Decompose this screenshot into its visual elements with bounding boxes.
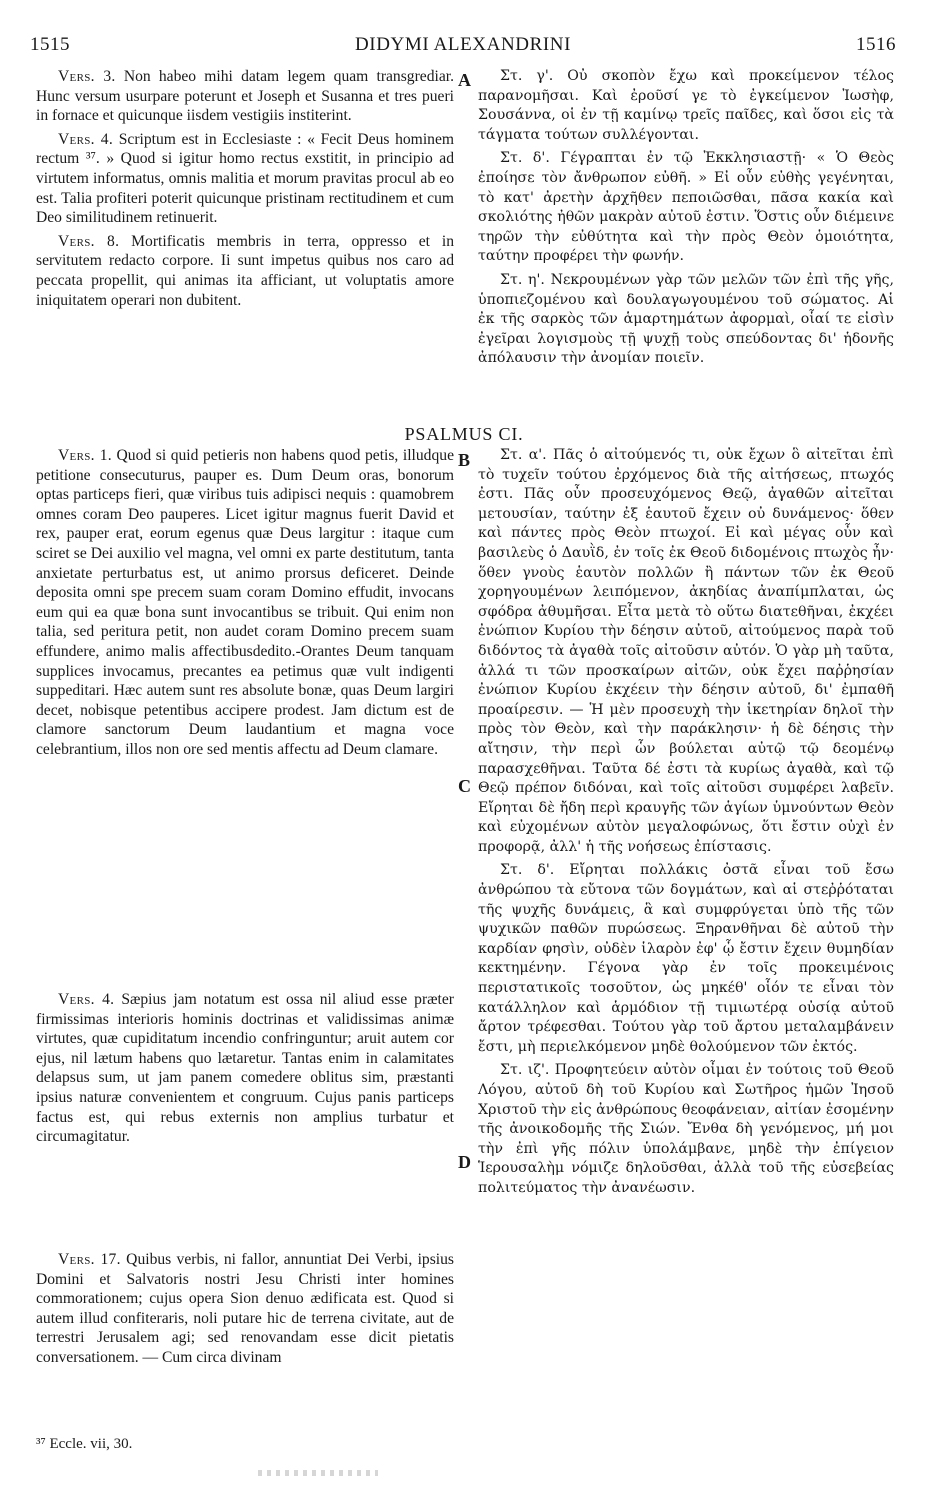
greek-paragraph bbox=[478, 271, 894, 369]
greek-text: Νεκρουμένων γὰρ τῶν μελῶν τῶν ἐπὶ τῆς γῆς, ὑποπιεζομένου καὶ δουλαγωγουμένου τοῦ σώματος. Αἱ ἐκ τῆς σαρκὸς τῶν ἁμαρτημάτων ἀφορμαὶ, οἷαί τε εἰσὶν ἐγεῖραι λογισμοὺς τῇ ψυχῇ τοὺς σπεύδοντας δι' ἡδονῆς ἀπόλαυσιν τὴν ἀνομίαν ποιεῖν. bbox=[478, 271, 895, 367]
latin-column-psalm-v4 bbox=[36, 990, 454, 1151]
latin-text: Mortificatis membris in terra, oppresso et in servitutem redacto corpore. Ii sunt impetus quibus nos caro ad peccata propellit, qui animas ita afficiant, ut voluptatis amore iniquitatem operari non dubitent. bbox=[36, 232, 455, 309]
greek-paragraph bbox=[478, 1061, 894, 1198]
latin-column-psalm-v1 bbox=[36, 446, 454, 764]
verse-label: Στ. δ'. bbox=[500, 862, 555, 879]
greek-text: Γέγραπται ἐν τῷ Ἐκκλησιαστῇ· « Ὁ Θεὸς ἐποίησε τὸν ἄνθρωπον εὐθῆ. » Εἰ οὖν εὐθὴς γεγένηται, τὸ κατ' ἀρετὴν ἀρχῆθεν πεποιῶσθαι, πᾶσα κακία καὶ σκολιότης ἠθῶν μακρὰν αὐτοῦ ἐστιν. Ὅστις οὖν διέμεινε τηρῶν τὴν εὐθύτητα καὶ τὴν πρὸς Θεὸν ὁμοιότητα, ταύτην προφέρει τὴν φωνήν. bbox=[478, 150, 894, 265]
page-header bbox=[30, 34, 896, 60]
verse-label: Vers. 17. bbox=[58, 1251, 121, 1268]
latin-text: Sæpius jam notatum est ossa nil aliud esse præter firmissimas interioris hominis doctrinas et validissimas animæ virtutes, quæ cupiditatum incendio confringuntur; aruit autem cor ejus, nil lætum habens quo lætaretur. Tantas enim in calamitates delapsus sum, ut jam panem comedere oblitus sim, præstanti ipsius naturæ convenientem et congruum. Cujus panis particeps factus est, qui rebus externis non amplius turbatur et circumagitatur. bbox=[36, 991, 455, 1146]
latin-paragraph bbox=[36, 130, 454, 228]
page-number-left: 1515 bbox=[30, 34, 70, 55]
running-title: DIDYMI ALEXANDRINI bbox=[354, 34, 572, 55]
print-smudge bbox=[258, 1470, 378, 1476]
verse-label: Vers. 4. bbox=[58, 130, 114, 148]
greek-paragraph bbox=[478, 149, 894, 267]
verse-label: Vers. 3. bbox=[58, 68, 116, 85]
footnote: ³⁷ Eccle. vii, 30. bbox=[36, 1436, 133, 1452]
latin-paragraph bbox=[36, 232, 454, 310]
greek-paragraph bbox=[478, 67, 894, 145]
verse-label: Vers. 8. bbox=[58, 232, 120, 250]
greek-text: Οὐ σκοπὸν ἔχω καὶ προκείμενον τέλος παρανομῆσαι. Καὶ ἐροῦσί γε τὸ ἐγκείμενον Ἰωσὴφ, Σουσάννα, οἱ ἐν τῇ καμίνῳ τρεῖς παῖδες, καὶ ὅσοι εἰς τὰ τάγματα τούτων συλλέγονται. bbox=[478, 68, 894, 143]
latin-text: Scriptum est in Ecclesiaste : « Fecit Deus hominem rectum ³⁷. » Quod si igitur homo rectus exstitit, in principio ad virtutem informatus, omnis malitia et morum pravitas procul ab eo est. Talia profiteri poterit quicunque pristinam rectitudinem et cum Deo similitudinem retinuerit. bbox=[36, 130, 454, 227]
section-title: PSALMUS CI. bbox=[404, 424, 524, 444]
greek-text: Εἴρηται πολλάκις ὀστᾶ εἶναι τοῦ ἔσω ἀνθρώπου τὰ εὔτονα τῶν δογμάτων, καὶ αἱ στεῤῥόταται τῆς ψυχῆς δυνάμεις, ἃ καὶ συμφρύγεται ὑπὸ τῆς τῶν ψυχικῶν παθῶν πυρώσεως. Ξηρανθῆναι δὲ αὐτοῦ τὴν καρδίαν φησὶν, οὐδὲν ἱλαρὸν ἐφ' ᾧ ἔστιν ἔχειν θυμηδίαν κεκτημένην. Γέγονα γὰρ ἐν τοῖς προκειμένοις περιστατικοῖς τοσοῦτον, ὡς μηκέθ' οἷόν τε εἶναι τὸν κατάλληλον καὶ ἁρμόδιον τῇ τιμιωτέρᾳ οὐσίᾳ αὐτοῦ ἄρτον τρέφεσθαι. Τούτου γὰρ τοῦ ἄρτου μεταλαμβάνειν ἔστι, μὴ περιελκόμενον μηδὲ θολούμενον τῶν ἐκτός. bbox=[478, 862, 894, 1055]
latin-paragraph bbox=[36, 1250, 454, 1368]
margin-marker-b: B bbox=[458, 450, 471, 470]
greek-column-psalm bbox=[478, 446, 894, 1203]
verse-label: Στ. α'. bbox=[500, 447, 547, 463]
verse-label: Vers. 1. bbox=[58, 447, 112, 464]
greek-paragraph bbox=[478, 446, 894, 857]
latin-column-top bbox=[36, 67, 454, 314]
margin-marker-c: C bbox=[458, 776, 471, 796]
greek-text: Πᾶς ὁ αἰτούμενός τι, οὐκ ἔχων ὃ αἰτεῖται ἐπὶ τὸ τυχεῖν τούτου ἐρχόμενος διὰ τῆς αἰτήσεως, πτωχός ἐστι. Πᾶς οὖν προσευχόμενος Θεῷ, ἀγαθῶν αἰτεῖται μετουσίαν, ταύτην ἐξ ἑαυτοῦ ἔχειν οὐ δυνάμενος· ὅθεν καὶ πάντες πρὸς Θεὸν πτωχοί. Εἰ καὶ μέγας οὖν καὶ βασιλεὺς ὁ Δαυῒδ, ἐν τοῖς ἐκ Θεοῦ διδομένοις πτωχὸς ἦν· ὅθεν γνοὺς ἑαυτὸν πολλῶν ἢ πάντων τῶν ἐκ Θεοῦ χορηγουμένων λειπόμενον, ἀκηδίας ἀναπίμπλαται, ὡς σφόδρα ἀθυμῆσαι. Εἶτα μετὰ τὸ οὕτω διατεθῆναι, ἐκχέει ἐνώπιον Κυρίου τὴν δέησιν αὐτοῦ, αἰτούμενος παρὰ τοῦ διδόντος τὰ ἀγαθὰ τοῖς αἰτοῦσιν αὐτόν. Ὁ γὰρ μὴ ταῦτα, ἀλλά τι τῶν προσκαίρων αἰτῶν, οὐκ ἔχει παῤῥησίαν ἐνώπιον Κυρίου ἐκχέειν τὴν δέησιν αὐτοῦ, δι' ἐμπαθῆ προαίρεσιν. — Ἡ μὲν προσευχὴ τὴν ἱκετηρίαν δηλοῖ τὴν πρὸς τὸν Θεὸν, καὶ τὴν παράκλησιν· ἡ δὲ δέησις τὴν αἴτησιν, τὴν περὶ ὧν βούλεται αὐτῷ τῷ δεομένῳ παρασχεθῆναι. Ταῦτα δέ ἐστι τὰ κυρίως ἀγαθὰ, καὶ τῷ Θεῷ πρέπον διδόναι, καὶ τοῖς αἰτοῦσι συμφέρει λαβεῖν. Εἴρηται δὲ ἤδη περὶ κραυγῆς τῶν ἁγίων ὑμνούντων Θεὸν καὶ εὐχομένων αὐτὸν μεγαλοφώνως, ὅτι ἔστιν οὐχὶ ἐν προφορᾷ, ἀλλ' ἡ τῆς νοήσεως ἐπίστασις. bbox=[478, 447, 894, 855]
latin-paragraph bbox=[36, 446, 454, 760]
verse-label: Στ. γ'. bbox=[500, 68, 554, 84]
verse-label: Στ. η'. bbox=[500, 271, 545, 288]
margin-marker-a: A bbox=[458, 70, 471, 90]
greek-text: Προφητεύειν αὐτὸν οἶμαι ἐν τούτοις τοῦ Θεοῦ Λόγου, αὐτοῦ δὴ τοῦ Κυρίου καὶ Σωτῆρος ἡμῶν Ἰησοῦ Χριστοῦ τὴν εἰς ἀνθρώπους θεοφάνειαν, αἰτίαν ἐσομένην τῆς ἀνοικοδομῆς τῆς Σιών. Ἔνθα δὴ γενόμενος, μή μοι τὴν ἐπὶ γῆς πόλιν ὑπολάμβανε, μηδὲ τὴν ἐπίγειον Ἱερουσαλὴμ νόμιζε δηλοῦσθαι, ἀλλὰ τοῦ τῆς εὐσεβείας πολιτεύματος τὴν ἀνανέωσιν. bbox=[478, 1062, 895, 1196]
page-number-right: 1516 bbox=[856, 34, 896, 55]
latin-text: Non habeo mihi datam legem quam transgrediar. Hunc versum usurpare poterunt et Joseph et Susanna et tres pueri in fornace et quicunque iisdem vestigiis institerint. bbox=[36, 68, 454, 125]
greek-paragraph bbox=[478, 861, 894, 1057]
latin-paragraph bbox=[36, 990, 454, 1147]
verse-label: Στ. ιζ'. bbox=[500, 1062, 550, 1079]
latin-text: Quod si quid petieris non habens quod petis, illudque petitione consecuturus, pauper es. Dum Deum oras, bonorum optas particeps fieri, quæ viribus tuis adipisci nequis : quamobrem omnes coram Deo pauperes. Licet igitur magnus fuerit David et rex, pauper erat, eorum egenus quæ Deus largitur : itaque cum sciret se Dei auxilio vel magna, vel omni ex parte destitutum, tanta anxietate perturbatus est, ut animo prorsus deficeret. Deinde deposita omni spe precem suam coram Domino effudit, invocans eum qui ea quæ bona sunt invocantibus se tribuit. Qui enim non talia, sed peritura petit, non audet coram Domino precem suam effundere, animo malis affectibusdedito.-Orantes Deum tanquam supplices invocamus, precantes ea petimus quæ vult indigenti suppeditari. Hæc autem sunt res absolute bonæ, quas Deum largiri decet, nobisque petentibus accipere prodest. Jam dictum est de clamore sanctorum Deum laudantium et magna voce celebrantium, illos non ore sed mentis affectu ad Deum clamare. bbox=[36, 447, 454, 758]
verse-label: Vers. 4. bbox=[58, 991, 115, 1008]
greek-column-top bbox=[478, 67, 894, 373]
latin-paragraph bbox=[36, 67, 454, 126]
verse-label: Στ. δ'. bbox=[500, 150, 550, 167]
margin-marker-d: D bbox=[458, 1152, 471, 1172]
latin-text: Quibus verbis, ni fallor, annuntiat Dei Verbi, ipsius Domini et Salvatoris nostri Jesu Christi inter homines commorationem; cujus opera Sion denuo ædificata est. Quod si autem illud confiteraris, noli putare hic de terrena civitate, aut de terrestri Jerusalem agi; sed renovandam esse dicit pietatis conversationem. — Cum circa divinam bbox=[36, 1251, 454, 1366]
latin-column-psalm-v17 bbox=[36, 1250, 454, 1372]
